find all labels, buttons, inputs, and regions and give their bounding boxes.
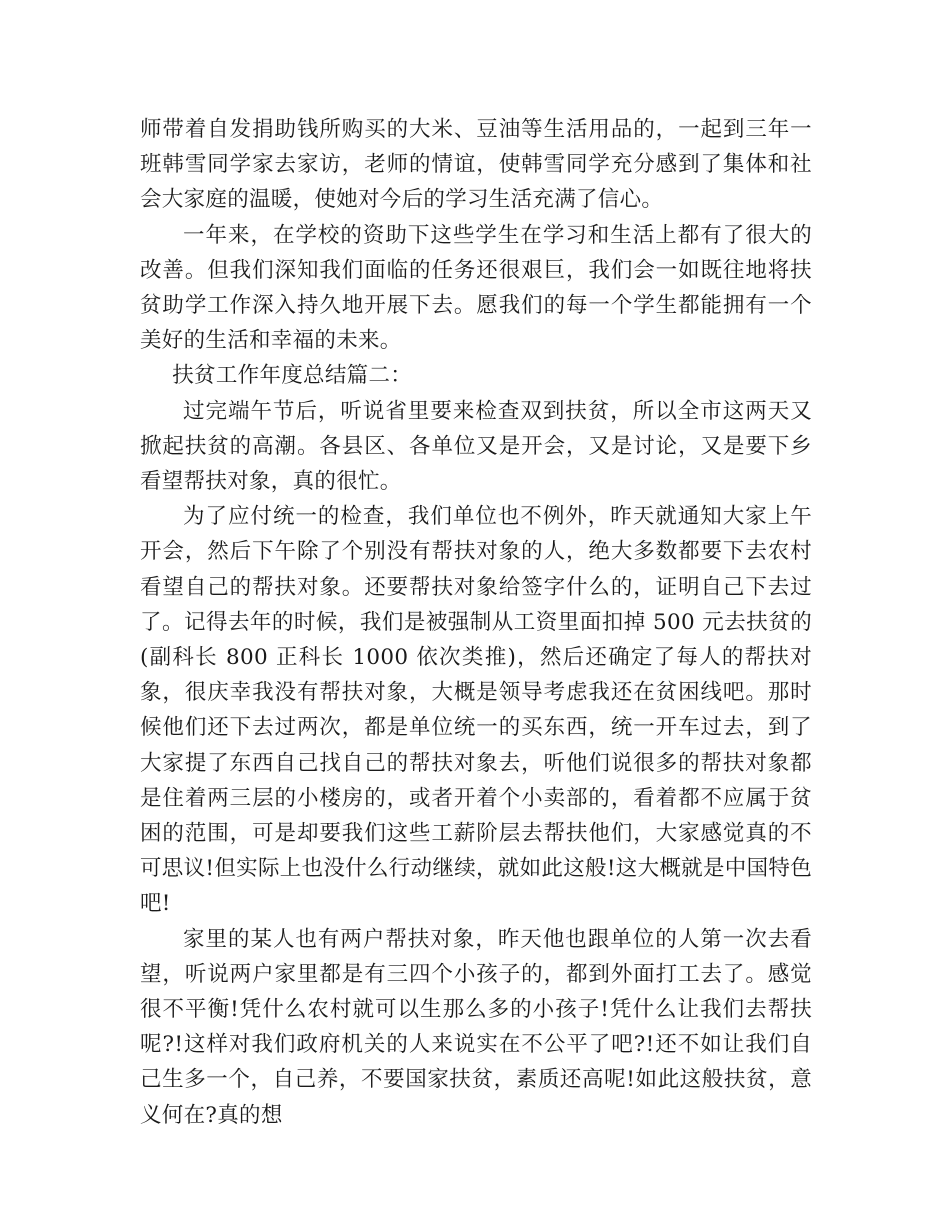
paragraph-inspection: 为了应付统一的检查，我们单位也不例外，昨天就通知大家上午开会，然后下午除了个别没有帮扶对象的人，绝大多数都要下去农村看望自己的帮扶对象。还要帮扶对象给签字什么的，证明自己下去过了。记得去年的时候，我们是被强制从工资里面扣掉 500 元去扶贫的(副科长 800 正科长 1000 依次类推)，然后还确定了每人的帮扶对象，很庆幸我没有帮扶对象，大概是领导考虑我还在贫困线吧。那时候他们还下去过两次，都是单位统一的买东西，统一开车过去，到了大家提了东西自己找自己的帮扶对象去，听他们说很多的帮扶对象都是住着两三层的小楼房的，或者开着个小卖部的，看着都不应属于贫困的范围，可是却要我们这些工薪阶层去帮扶他们，大家感觉真的不可思议!但实际上也没什么行动继续，就如此这般!这大概就是中国特色吧! xyxy=(140,504,812,917)
paragraph-continued: 师带着自发捐助钱所购买的大米、豆油等生活用品的，一起到三年一班韩雪同学家去家访，老师的情谊，使韩雪同学充分感到了集体和社会大家庭的温暖，使她对今后的学习生活充满了信心。 xyxy=(140,117,812,213)
paragraph-summary: 一年来，在学校的资助下这些学生在学习和生活上都有了很大的改善。但我们深知我们面临的任务还很艰巨，我们会一如既往地将扶贫助学工作深入持久地开展下去。愿我们的每一个学生都能拥有一个美好的生活和幸福的未来。 xyxy=(140,222,812,354)
paragraph-family: 家里的某人也有两户帮扶对象，昨天他也跟单位的人第一次去看望，听说两户家里都是有三四个小孩子的，都到外面打工去了。感觉很不平衡!凭什么农村就可以生那么多的小孩子!凭什么让我们去帮扶呢?!这样对我们政府机关的人来说实在不公平了吧?!还不如让我们自己生多一个，自己养，不要国家扶贫，素质还高呢!如此这般扶贫，意义何在?真的想 xyxy=(140,926,812,1128)
section-heading: 扶贫工作年度总结篇二： xyxy=(172,363,413,389)
document-page xyxy=(140,112,812,1133)
paragraph-intro: 过完端午节后，听说省里要来检查双到扶贫，所以全市这两天又掀起扶贫的高潮。各县区、各单位又是开会，又是讨论，又是要下乡看望帮扶对象，真的很忙。 xyxy=(140,398,812,495)
